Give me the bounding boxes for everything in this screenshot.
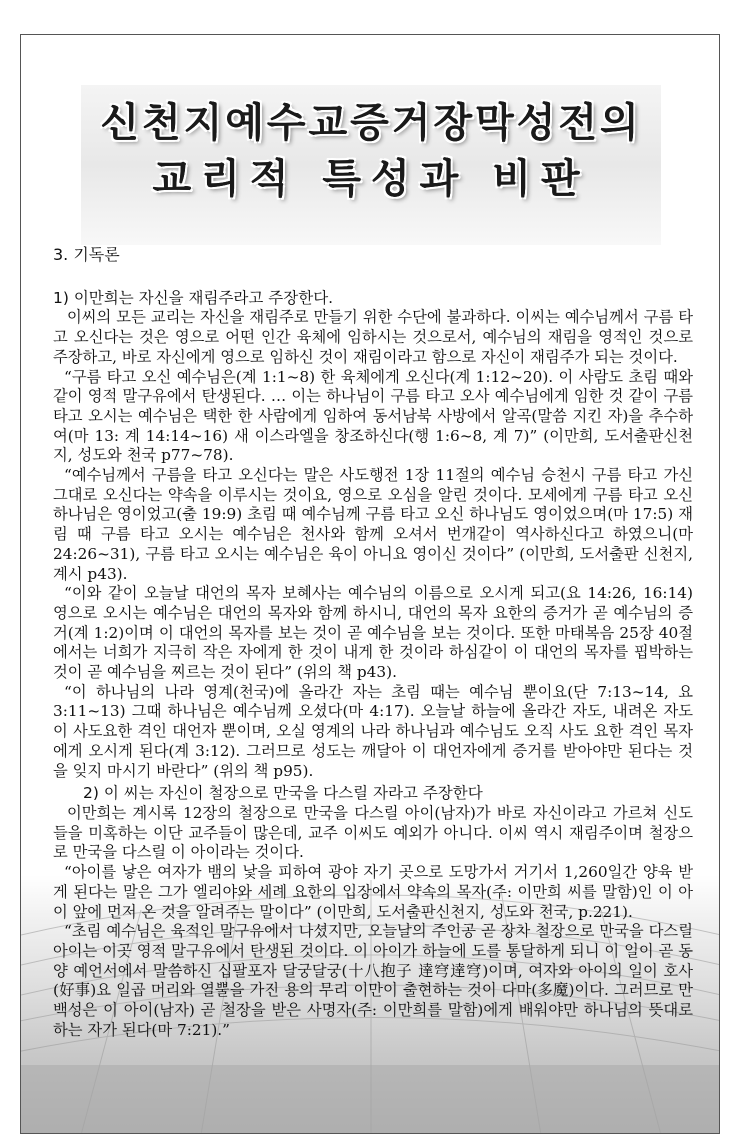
subsection-1-quote-2: “예수님께서 구름을 타고 오신다는 말은 사도행전 1장 11절의 예수님 승천시 구름 타고 가신 그대로 오신다는 약속을 이루시는 것이요, 영으로 오심을 알린 것이다. 모세에게 구름 타고 오신 하나님은 영이었고(출 19:9) 초림 때 예수님께 구름 타고 오신 하나님도 영이었으며(마 17:5) 재림 때 구름 타고 오시는 예수님은 천사와 함께 오셔서 번개같이 역사하신다고 하였으니(마 24:26~31), 구름 타고 오시는 예수님은 육이 아니요 영이신 것이다” (이만희, 도서출판 신천지, 계시 p43).: [53, 466, 693, 583]
section-heading: 3. 기독론: [53, 245, 120, 264]
subsection-1-quote-1: “구름 타고 오신 예수님은(계 1:1~8) 한 육체에게 오신다(계 1:12~20). 이 사람도 초림 때와 같이 영적 말구유에서 탄생된다. … 이는 하나님이 구름 타고 오사 예수님에게 임한 것 같이 구름 타고 오시는 예수님은 택한 한 사람에게 임하여 동서남북 사방에서 알곡(말씀 지킨 자)을 추수하여(마 13: 계 14:14~16) 새 이스라엘을 창조하신다(행 1:6~8, 계 7)” (이만희, 도서출판신천지, 성도와 천국 p77~78).: [53, 367, 693, 465]
subsection-2-quote-1: “아이를 낳은 여자가 뱀의 낯을 피하여 광야 자기 곳으로 도망가서 거기서 1,260일간 양육 받게 된다는 말은 그가 엘리야와 세례 요한의 입장에서 약속의 목자(주: 이만희 씨를 말함)인 이 아이 앞에 먼저 온 것을 알려주는 말이다” (이만희, 도서출판신천지, 성도와 천국, p.221).: [53, 863, 693, 921]
subsection-1-quote-4: “이 하나님의 나라 영계(천국)에 올라간 자는 초림 때는 예수님 뿐이요(단 7:13~14, 요 3:11~13) 그때 하나님은 예수님께 오셨다(마 4:17). 오늘날 하늘에 올라간 자도, 내려온 자도 이 사도요한 격인 대언자 뿐이며, 오실 영계의 나라 하나님과 예수님도 오직 사도 요한 격인 목자에게 오시게 된다(계 3:12). 그러므로 성도는 깨달아 이 대언자에게 증거를 받아야만 된다는 것을 잊지 마시기 바란다” (위의 책 p95).: [53, 682, 693, 780]
title-line-2: 교리적 특성과 비판: [152, 156, 590, 202]
subsection-1-paragraph: 이씨의 모든 교리는 자신을 재림주로 만들기 위한 수단에 불과하다. 이씨는 예수님께서 구름 타고 오신다는 것은 영으로 어떤 인간 육체에 임하시는 것으로서, 예수님의 재림을 영적인 것으로 주장하고, 바로 자신에게 영으로 임하신 것이 재림이라고 함으로 자신이 재림주가 되는 것이다.: [53, 308, 693, 366]
subsection-2-quote-2: “초림 예수님은 육적인 말구유에서 나셨지만, 오늘날의 주인공 곧 장차 철장으로 만국을 다스릴 아이는 이곳 영적 말구유에서 탄생된 것이다. 이 아이가 하늘에 도를 통달하게 되니 이 일이 곧 동양 예언서에서 말씀하신 십팔포자 달궁달궁(十八抱子 達穹達穹)이며, 여자와 아이의 일이 호사(好事)요 일곱 머리와 열뿔을 가진 용의 무리 이만이 출현하는 것이 다마(多魔)이다. 그러므로 만 백성은 이 아이(남자) 곧 철장을 받은 사명자(주: 이만희를 말함)에게 배워야만 하나님의 뜻대로 하는 자가 된다(마 7:21).”: [53, 922, 693, 1039]
subsection-2-paragraph: 이만희는 계시록 12장의 철장으로 만국을 다스릴 아이(남자)가 바로 자신이라고 가르쳐 신도들을 미혹하는 이단 교주들이 많은데, 교주 이씨도 예외가 아니다. 이씨 역시 재림주이며 철장으로 만국을 다스릴 이 아이라는 것이다.: [53, 803, 693, 862]
subsection-1-heading: 1) 이만희는 자신을 재림주라고 주장한다.: [53, 288, 334, 307]
document-title: [41, 95, 701, 207]
subsection-2-heading: 2) 이 씨는 자신이 철장으로 만국을 다스릴 자라고 주장한다: [83, 784, 483, 803]
article-body: [53, 245, 693, 1040]
title-line-1: 신천지예수교증거장막성전의: [100, 100, 642, 146]
document-page: [20, 34, 720, 1134]
subsection-1-quote-3: “이와 같이 오늘날 대언의 목자 보혜사는 예수님의 이름으로 오시게 되고(요 14:26, 16:14) 영으로 오시는 예수님은 대언의 목자와 함께 하시니, 대언의 목자 요한의 증거가 곧 예수님의 증거(계 1:2)이며 이 대언의 목자를 보는 것이 곧 예수님을 보는 것이다. 또한 마태복음 25장 40절에서는 너희가 지극히 작은 자에게 한 것이 내게 한 것이라 하심같이 이 대언의 목자를 핍박하는 것이 곧 예수님을 찌르는 것이 된다” (위의 책 p43).: [53, 584, 693, 682]
